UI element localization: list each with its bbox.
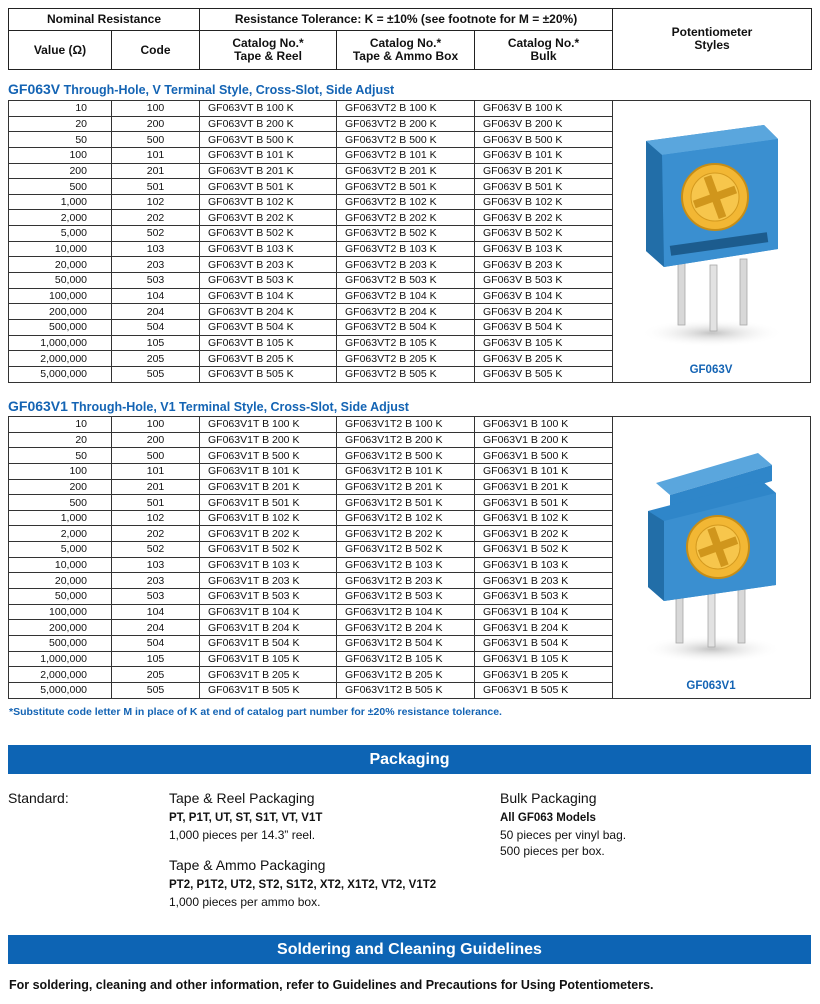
bulk-note-bag: 50 pieces per vinyl bag. xyxy=(500,828,627,842)
resistance-value: 1,000 xyxy=(9,194,112,210)
catalog-tape-ammo: GF063V1T2 B 204 K xyxy=(337,620,475,636)
catalog-tape-ammo: GF063VT2 B 505 K xyxy=(337,366,475,382)
resistance-value: 5,000 xyxy=(9,226,112,242)
catalog-bulk: GF063V1 B 201 K xyxy=(475,479,613,495)
table-row xyxy=(9,319,613,335)
catalog-bulk: GF063V1 B 200 K xyxy=(475,432,613,448)
resistance-value: 20 xyxy=(9,432,112,448)
resistance-value: 100,000 xyxy=(9,604,112,620)
table-row xyxy=(9,542,613,558)
catalog-tape-ammo: GF063VT2 B 200 K xyxy=(337,116,475,132)
catalog-bulk: GF063V1 B 104 K xyxy=(475,604,613,620)
potentiometer-styles-header: Potentiometer Styles xyxy=(613,9,812,70)
catalog-bulk: GF063V1 B 100 K xyxy=(475,417,613,433)
resistance-value: 50 xyxy=(9,448,112,464)
catalog-bulk: GF063V1 B 504 K xyxy=(475,635,613,651)
catalog-tape-reel: GF063VT B 104 K xyxy=(200,288,337,304)
catalog-bulk: GF063V B 505 K xyxy=(475,366,613,382)
catalog-tape-reel: GF063VT B 102 K xyxy=(200,194,337,210)
catalog-bulk: GF063V1 B 102 K xyxy=(475,510,613,526)
resistance-value: 20,000 xyxy=(9,573,112,589)
catalog-tape-reel: GF063V1T B 503 K xyxy=(200,589,337,605)
resistance-code: 205 xyxy=(112,351,200,367)
catalog-bulk: GF063V1 B 501 K xyxy=(475,495,613,511)
catalog-tape-ammo: GF063V1T2 B 205 K xyxy=(337,667,475,683)
tape-reel-header: Catalog No.* Tape & Reel xyxy=(200,31,337,70)
resistance-value: 50,000 xyxy=(9,273,112,289)
table-row xyxy=(9,651,613,667)
catalog-tape-reel: GF063V1T B 204 K xyxy=(200,620,337,636)
resistance-code: 502 xyxy=(112,226,200,242)
table-row xyxy=(9,304,613,320)
standard-label: Standard: xyxy=(8,790,69,806)
catalog-tape-ammo: GF063V1T2 B 503 K xyxy=(337,589,475,605)
resistance-value: 100 xyxy=(9,463,112,479)
catalog-tape-ammo: GF063VT2 B 501 K xyxy=(337,179,475,195)
catalog-bulk: GF063V B 203 K xyxy=(475,257,613,273)
catalog-bulk: GF063V1 B 103 K xyxy=(475,557,613,573)
catalog-tape-reel: GF063V1T B 200 K xyxy=(200,432,337,448)
table-row xyxy=(9,463,613,479)
resistance-code: 204 xyxy=(112,304,200,320)
resistance-code: 203 xyxy=(112,573,200,589)
resistance-code: 104 xyxy=(112,604,200,620)
catalog-tape-reel: GF063V1T B 205 K xyxy=(200,667,337,683)
resistance-code: 501 xyxy=(112,179,200,195)
catalog-bulk: GF063V1 B 101 K xyxy=(475,463,613,479)
catalog-tape-reel: GF063VT B 205 K xyxy=(200,351,337,367)
resistance-code: 500 xyxy=(112,132,200,148)
table-row xyxy=(9,620,613,636)
resistance-value: 1,000 xyxy=(9,510,112,526)
catalog-bulk: GF063V1 B 505 K xyxy=(475,682,613,698)
resistance-code: 202 xyxy=(112,526,200,542)
resistance-value: 5,000,000 xyxy=(9,366,112,382)
table-row xyxy=(9,573,613,589)
catalog-tape-ammo: GF063VT2 B 504 K xyxy=(337,319,475,335)
catalog-tape-reel: GF063V1T B 103 K xyxy=(200,557,337,573)
bulk-note-box: 500 pieces per box. xyxy=(500,844,605,858)
catalog-bulk: GF063V B 103 K xyxy=(475,241,613,257)
resistance-value: 100 xyxy=(9,147,112,163)
resistance-code: 501 xyxy=(112,495,200,511)
catalog-bulk: GF063V1 B 205 K xyxy=(475,667,613,683)
table-row xyxy=(9,257,613,273)
resistance-code: 500 xyxy=(112,448,200,464)
resistance-value: 200,000 xyxy=(9,620,112,636)
table-row xyxy=(9,635,613,651)
resistance-code: 505 xyxy=(112,682,200,698)
catalog-tape-ammo: GF063V1T2 B 504 K xyxy=(337,635,475,651)
catalog-tape-reel: GF063V1T B 104 K xyxy=(200,604,337,620)
resistance-value: 500 xyxy=(9,495,112,511)
catalog-table-gf063v1 xyxy=(8,416,613,699)
catalog-bulk: GF063V B 503 K xyxy=(475,273,613,289)
resistance-code: 503 xyxy=(112,273,200,289)
catalog-tape-ammo: GF063V1T2 B 502 K xyxy=(337,542,475,558)
resistance-value: 500,000 xyxy=(9,635,112,651)
catalog-tape-reel: GF063VT B 101 K xyxy=(200,147,337,163)
catalog-tape-ammo: GF063VT2 B 503 K xyxy=(337,273,475,289)
catalog-tape-ammo: GF063VT2 B 204 K xyxy=(337,304,475,320)
image-caption-gf063v: GF063V xyxy=(689,364,733,376)
resistance-code: 205 xyxy=(112,667,200,683)
table-row xyxy=(9,132,613,148)
catalog-bulk: GF063V1 B 204 K xyxy=(475,620,613,636)
catalog-tape-reel: GF063VT B 502 K xyxy=(200,226,337,242)
catalog-table-gf063v xyxy=(8,100,613,383)
catalog-tape-reel: GF063V1T B 203 K xyxy=(200,573,337,589)
catalog-tape-reel: GF063VT B 103 K xyxy=(200,241,337,257)
resistance-code: 105 xyxy=(112,335,200,351)
catalog-bulk: GF063V B 101 K xyxy=(475,147,613,163)
catalog-bulk: GF063V B 200 K xyxy=(475,116,613,132)
catalog-tape-ammo: GF063V1T2 B 202 K xyxy=(337,526,475,542)
table-row xyxy=(9,417,613,433)
tape-reel-codes: PT, P1T, UT, ST, S1T, VT, V1T xyxy=(169,812,323,824)
resistance-value: 10 xyxy=(9,417,112,433)
catalog-bulk: GF063V B 201 K xyxy=(475,163,613,179)
table-row xyxy=(9,604,613,620)
section-model: GF063V1 xyxy=(8,398,68,414)
table-row xyxy=(9,101,613,117)
resistance-code: 104 xyxy=(112,288,200,304)
resistance-value: 50,000 xyxy=(9,589,112,605)
catalog-tape-ammo: GF063V1T2 B 200 K xyxy=(337,432,475,448)
table-row xyxy=(9,589,613,605)
catalog-tape-ammo: GF063V1T2 B 501 K xyxy=(337,495,475,511)
catalog-tape-ammo: GF063V1T2 B 201 K xyxy=(337,479,475,495)
resistance-code: 503 xyxy=(112,589,200,605)
resistance-code: 101 xyxy=(112,463,200,479)
resistance-value: 500,000 xyxy=(9,319,112,335)
catalog-tape-ammo: GF063VT2 B 500 K xyxy=(337,132,475,148)
catalog-tape-reel: GF063V1T B 202 K xyxy=(200,526,337,542)
resistance-code: 202 xyxy=(112,210,200,226)
catalog-tape-reel: GF063V1T B 505 K xyxy=(200,682,337,698)
resistance-value: 50 xyxy=(9,132,112,148)
catalog-tape-ammo: GF063V1T2 B 203 K xyxy=(337,573,475,589)
resistance-value: 200 xyxy=(9,479,112,495)
catalog-tape-reel: GF063VT B 204 K xyxy=(200,304,337,320)
value-header: Value (Ω) xyxy=(9,31,112,70)
section-desc: Through-Hole, V1 Terminal Style, Cross-Slot, Side Adjust xyxy=(67,400,409,414)
resistance-value: 1,000,000 xyxy=(9,335,112,351)
resistance-code: 200 xyxy=(112,432,200,448)
product-image-gf063v1 xyxy=(612,416,811,699)
catalog-tape-reel: GF063V1T B 504 K xyxy=(200,635,337,651)
resistance-value: 10,000 xyxy=(9,241,112,257)
resistance-code: 103 xyxy=(112,241,200,257)
table-row xyxy=(9,557,613,573)
resistance-code: 100 xyxy=(112,101,200,117)
table-row xyxy=(9,335,613,351)
catalog-bulk: GF063V B 100 K xyxy=(475,101,613,117)
catalog-tape-reel: GF063VT B 202 K xyxy=(200,210,337,226)
catalog-tape-ammo: GF063V1T2 B 505 K xyxy=(337,682,475,698)
catalog-tape-ammo: GF063V1T2 B 104 K xyxy=(337,604,475,620)
catalog-tape-reel: GF063V1T B 102 K xyxy=(200,510,337,526)
catalog-bulk: GF063V B 500 K xyxy=(475,132,613,148)
table-row xyxy=(9,241,613,257)
resistance-value: 200 xyxy=(9,163,112,179)
catalog-tape-ammo: GF063VT2 B 201 K xyxy=(337,163,475,179)
catalog-tape-reel: GF063VT B 200 K xyxy=(200,116,337,132)
bulk-header: Catalog No.* Bulk xyxy=(475,31,613,70)
resistance-code: 103 xyxy=(112,557,200,573)
resistance-code: 203 xyxy=(112,257,200,273)
tape-ammo-heading: Tape & Ammo Packaging xyxy=(169,857,326,873)
table-row xyxy=(9,163,613,179)
table-row xyxy=(9,479,613,495)
resistance-value: 20 xyxy=(9,116,112,132)
product-image-gf063v xyxy=(612,100,811,383)
catalog-tape-reel: GF063V1T B 100 K xyxy=(200,417,337,433)
table-row xyxy=(9,682,613,698)
table-row xyxy=(9,351,613,367)
header-table xyxy=(8,8,812,70)
bulk-codes: All GF063 Models xyxy=(500,812,596,824)
section-title-gf063v xyxy=(8,81,394,97)
catalog-tape-ammo: GF063VT2 B 203 K xyxy=(337,257,475,273)
catalog-bulk: GF063V B 502 K xyxy=(475,226,613,242)
table-row xyxy=(9,288,613,304)
catalog-tape-reel: GF063V1T B 500 K xyxy=(200,448,337,464)
table-row xyxy=(9,448,613,464)
catalog-tape-reel: GF063V1T B 101 K xyxy=(200,463,337,479)
code-header: Code xyxy=(112,31,200,70)
table-row xyxy=(9,194,613,210)
resistance-code: 505 xyxy=(112,366,200,382)
table-row xyxy=(9,510,613,526)
catalog-tape-ammo: GF063VT2 B 502 K xyxy=(337,226,475,242)
tolerance-header: Resistance Tolerance: K = ±10% (see footnote for M = ±20%) xyxy=(200,9,613,31)
nominal-resistance-header: Nominal Resistance xyxy=(9,9,200,31)
catalog-tape-ammo: GF063V1T2 B 100 K xyxy=(337,417,475,433)
catalog-tape-reel: GF063V1T B 105 K xyxy=(200,651,337,667)
tape-reel-note: 1,000 pieces per 14.3” reel. xyxy=(169,828,316,842)
table-row xyxy=(9,147,613,163)
resistance-code: 100 xyxy=(112,417,200,433)
catalog-tape-ammo: GF063V1T2 B 105 K xyxy=(337,651,475,667)
catalog-bulk: GF063V B 102 K xyxy=(475,194,613,210)
table-row xyxy=(9,495,613,511)
table-row xyxy=(9,366,613,382)
resistance-value: 10 xyxy=(9,101,112,117)
resistance-value: 2,000,000 xyxy=(9,351,112,367)
catalog-tape-reel: GF063VT B 201 K xyxy=(200,163,337,179)
resistance-code: 504 xyxy=(112,635,200,651)
catalog-bulk: GF063V1 B 500 K xyxy=(475,448,613,464)
catalog-tape-ammo: GF063VT2 B 202 K xyxy=(337,210,475,226)
table-row xyxy=(9,179,613,195)
resistance-code: 504 xyxy=(112,319,200,335)
table-row xyxy=(9,526,613,542)
catalog-tape-ammo: GF063V1T2 B 102 K xyxy=(337,510,475,526)
catalog-tape-reel: GF063V1T B 501 K xyxy=(200,495,337,511)
catalog-bulk: GF063V1 B 503 K xyxy=(475,589,613,605)
tape-ammo-note: 1,000 pieces per ammo box. xyxy=(169,895,321,909)
resistance-code: 201 xyxy=(112,479,200,495)
catalog-tape-ammo: GF063VT2 B 104 K xyxy=(337,288,475,304)
catalog-tape-reel: GF063V1T B 201 K xyxy=(200,479,337,495)
catalog-tape-reel: GF063V1T B 502 K xyxy=(200,542,337,558)
resistance-value: 500 xyxy=(9,179,112,195)
packaging-band: Packaging xyxy=(8,745,811,774)
catalog-tape-ammo: GF063V1T2 B 500 K xyxy=(337,448,475,464)
tape-ammo-codes: PT2, P1T2, UT2, ST2, S1T2, XT2, X1T2, VT2, V1T2 xyxy=(169,879,437,891)
resistance-value: 2,000 xyxy=(9,526,112,542)
catalog-bulk: GF063V B 204 K xyxy=(475,304,613,320)
section-desc: Through-Hole, V Terminal Style, Cross-Slot, Side Adjust xyxy=(60,83,395,97)
soldering-band: Soldering and Cleaning Guidelines xyxy=(8,935,811,964)
catalog-bulk: GF063V1 B 202 K xyxy=(475,526,613,542)
resistance-code: 102 xyxy=(112,510,200,526)
table-row xyxy=(9,432,613,448)
resistance-value: 2,000 xyxy=(9,210,112,226)
catalog-tape-ammo: GF063VT2 B 102 K xyxy=(337,194,475,210)
catalog-tape-reel: GF063VT B 203 K xyxy=(200,257,337,273)
resistance-code: 502 xyxy=(112,542,200,558)
catalog-tape-reel: GF063VT B 505 K xyxy=(200,366,337,382)
table-row xyxy=(9,210,613,226)
resistance-code: 105 xyxy=(112,651,200,667)
catalog-tape-reel: GF063VT B 503 K xyxy=(200,273,337,289)
catalog-tape-ammo: GF063VT2 B 101 K xyxy=(337,147,475,163)
catalog-tape-reel: GF063VT B 500 K xyxy=(200,132,337,148)
soldering-note: For soldering, cleaning and other information, refer to Guidelines and Precautions for Using Potentiometers. xyxy=(9,978,654,992)
table-row xyxy=(9,667,613,683)
resistance-code: 200 xyxy=(112,116,200,132)
catalog-tape-ammo: GF063VT2 B 205 K xyxy=(337,351,475,367)
table-row xyxy=(9,116,613,132)
resistance-code: 201 xyxy=(112,163,200,179)
catalog-tape-ammo: GF063VT2 B 100 K xyxy=(337,101,475,117)
tolerance-footnote: *Substitute code letter M in place of K at end of catalog part number for ±20% resistance tolerance. xyxy=(9,706,502,718)
resistance-code: 101 xyxy=(112,147,200,163)
potentiometer-v-illustration xyxy=(612,101,811,384)
catalog-bulk: GF063V B 504 K xyxy=(475,319,613,335)
tape-ammo-header: Catalog No.* Tape & Ammo Box xyxy=(337,31,475,70)
resistance-value: 1,000,000 xyxy=(9,651,112,667)
table-row xyxy=(9,273,613,289)
catalog-tape-reel: GF063VT B 105 K xyxy=(200,335,337,351)
tape-reel-heading: Tape & Reel Packaging xyxy=(169,790,315,806)
catalog-bulk: GF063V1 B 105 K xyxy=(475,651,613,667)
resistance-value: 20,000 xyxy=(9,257,112,273)
section-title-gf063v1 xyxy=(8,398,409,414)
resistance-code: 204 xyxy=(112,620,200,636)
catalog-tape-ammo: GF063VT2 B 103 K xyxy=(337,241,475,257)
catalog-bulk: GF063V B 205 K xyxy=(475,351,613,367)
catalog-tape-reel: GF063VT B 504 K xyxy=(200,319,337,335)
catalog-bulk: GF063V B 202 K xyxy=(475,210,613,226)
resistance-value: 5,000,000 xyxy=(9,682,112,698)
potentiometer-v1-illustration xyxy=(612,417,811,700)
catalog-bulk: GF063V B 104 K xyxy=(475,288,613,304)
catalog-bulk: GF063V B 501 K xyxy=(475,179,613,195)
catalog-tape-ammo: GF063V1T2 B 101 K xyxy=(337,463,475,479)
resistance-value: 100,000 xyxy=(9,288,112,304)
resistance-value: 10,000 xyxy=(9,557,112,573)
catalog-bulk: GF063V1 B 203 K xyxy=(475,573,613,589)
section-model: GF063V xyxy=(8,81,61,97)
resistance-value: 200,000 xyxy=(9,304,112,320)
resistance-value: 5,000 xyxy=(9,542,112,558)
bulk-heading: Bulk Packaging xyxy=(500,790,597,806)
catalog-bulk: GF063V1 B 502 K xyxy=(475,542,613,558)
image-caption-gf063v1: GF063V1 xyxy=(686,680,736,692)
catalog-tape-reel: GF063VT B 100 K xyxy=(200,101,337,117)
resistance-code: 102 xyxy=(112,194,200,210)
catalog-bulk: GF063V B 105 K xyxy=(475,335,613,351)
resistance-value: 2,000,000 xyxy=(9,667,112,683)
catalog-tape-ammo: GF063V1T2 B 103 K xyxy=(337,557,475,573)
catalog-tape-ammo: GF063VT2 B 105 K xyxy=(337,335,475,351)
catalog-tape-reel: GF063VT B 501 K xyxy=(200,179,337,195)
table-row xyxy=(9,226,613,242)
